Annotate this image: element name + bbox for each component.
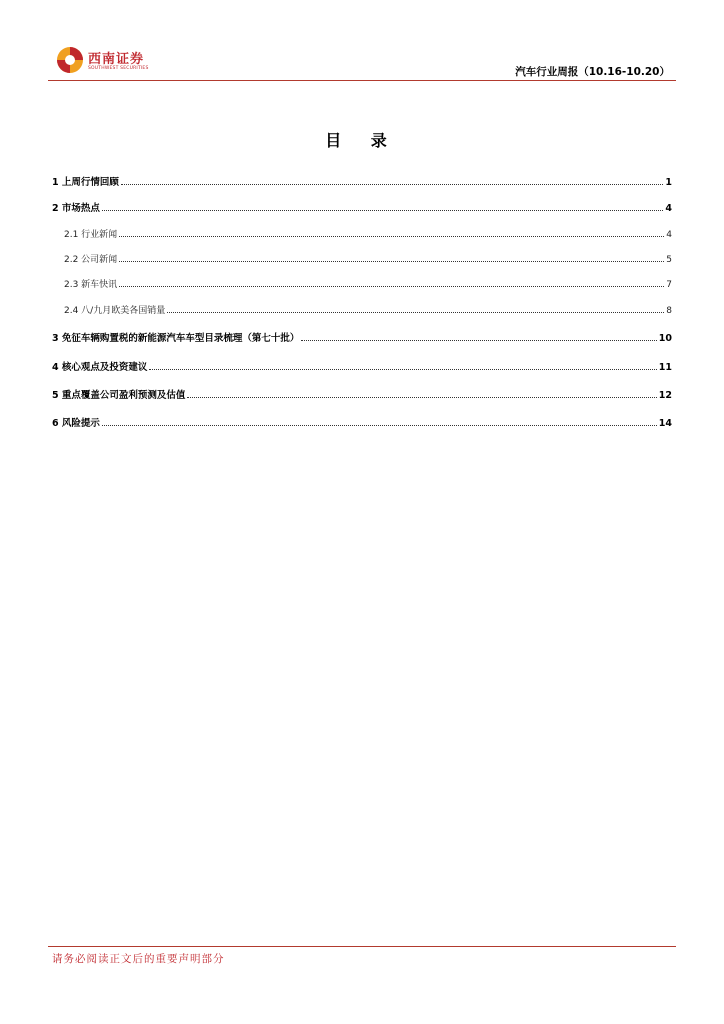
toc-entry[interactable] [52, 385, 672, 401]
toc-entry[interactable] [64, 224, 672, 240]
toc-entry-page: 4 [666, 230, 672, 240]
toc-leader-dots [102, 210, 663, 211]
toc-entry-label: 5 重点覆盖公司盈利预测及估值 [52, 390, 186, 401]
toc-entry[interactable] [64, 300, 672, 316]
toc-leader-dots [301, 340, 656, 341]
footer-disclaimer: 请务必阅读正文后的重要声明部分 [52, 953, 225, 965]
toc-leader-dots [119, 236, 664, 237]
toc-leader-dots [121, 184, 663, 185]
page-header [48, 40, 676, 82]
toc-entry-page: 7 [666, 280, 672, 290]
toc-entry-page: 12 [658, 390, 672, 401]
toc-entry[interactable] [52, 328, 672, 344]
toc-entry-page: 4 [665, 203, 672, 214]
toc-entry-label: 3 免征车辆购置税的新能源汽车车型目录梳理（第七十批） [52, 333, 300, 344]
toc-leader-dots [167, 312, 664, 313]
toc-entry[interactable] [52, 357, 672, 373]
toc-entry[interactable] [52, 172, 672, 188]
toc-entry-label: 2 市场热点 [52, 203, 100, 214]
toc-entry-label: 2.2 公司新闻 [64, 255, 118, 265]
toc-entry-label: 4 核心观点及投资建议 [52, 362, 148, 373]
header-divider [48, 80, 676, 81]
toc-entry-page: 8 [666, 306, 672, 316]
toc-entry-label: 6 风险提示 [52, 418, 100, 429]
toc-entry-page: 10 [658, 333, 672, 344]
footer-divider [48, 946, 676, 947]
brand-name-en: SOUTHWEST SECURITIES [88, 66, 149, 71]
toc-entry-page: 1 [665, 177, 672, 188]
toc-entry-label: 1 上周行情回顾 [52, 177, 119, 188]
toc-leader-dots [102, 425, 657, 426]
report-title: 汽车行业周报（10.16-10.20） [515, 66, 670, 78]
toc-entry[interactable] [64, 274, 672, 290]
toc-entry-label: 2.4 八/九月欧美各国销量 [64, 306, 166, 316]
toc-entry-page: 11 [658, 362, 672, 373]
toc-entry[interactable] [64, 249, 672, 265]
toc-entry-page: 5 [666, 255, 672, 265]
brand-logo-icon [56, 46, 84, 74]
brand-name-cn: 西南证券 [88, 52, 145, 67]
toc-entry-page: 14 [658, 418, 672, 429]
toc-leader-dots [119, 286, 664, 287]
toc-leader-dots [119, 261, 664, 262]
toc-entry[interactable] [52, 413, 672, 429]
toc-leader-dots [187, 397, 656, 398]
toc-entry-label: 2.3 新车快讯 [64, 280, 118, 290]
toc-entry-label: 2.1 行业新闻 [64, 230, 118, 240]
toc-heading: 目 录 [325, 131, 399, 150]
toc-entry[interactable] [52, 198, 672, 214]
toc-leader-dots [149, 369, 656, 370]
